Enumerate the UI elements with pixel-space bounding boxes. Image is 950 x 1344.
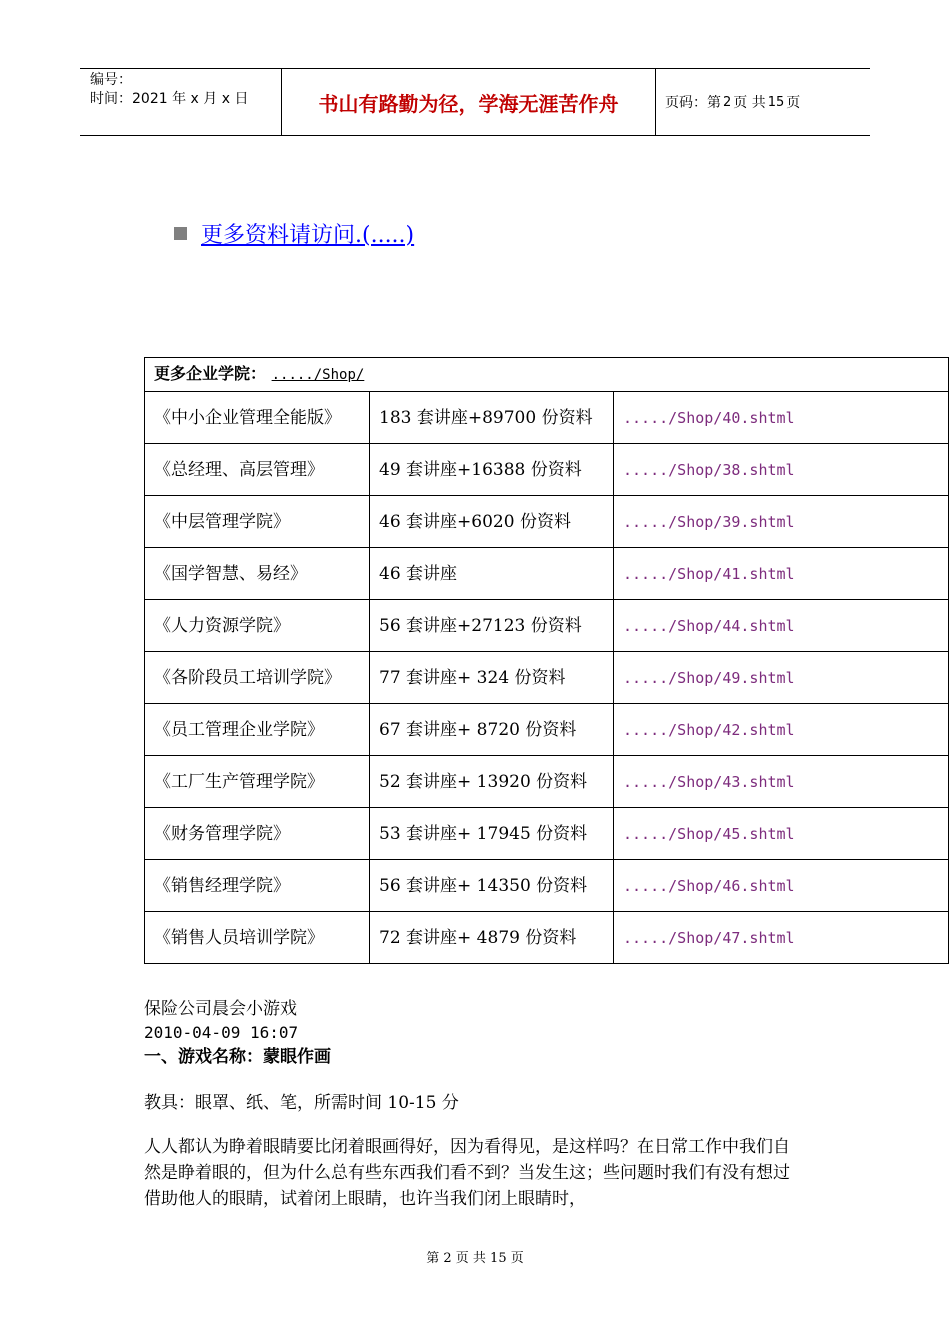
course-url[interactable]: ...../Shop/46.shtml <box>614 860 949 912</box>
course-name: 《人力资源学院》 <box>145 600 370 652</box>
course-url[interactable]: ...../Shop/40.shtml <box>614 392 949 444</box>
table-row <box>145 600 949 652</box>
table-row <box>145 860 949 912</box>
course-name: 《中层管理学院》 <box>145 496 370 548</box>
course-desc: 52 套讲座+ 13920 份资料 <box>370 756 614 808</box>
article-paragraph: 人人都认为睁着眼睛要比闭着眼画得好，因为看得见，是这样吗？在日常工作中我们自然是睁着眼的，但为什么总有些东西我们看不到？当发生这；些问题时我们有没有想过借助他人的眼睛，试着闭上眼睛，也许当我们闭上眼睛时， <box>144 1137 790 1209</box>
course-url[interactable]: ...../Shop/44.shtml <box>614 600 949 652</box>
table-header-label: 更多企业学院： <box>154 364 267 383</box>
course-url[interactable]: ...../Shop/41.shtml <box>614 548 949 600</box>
table-row <box>145 704 949 756</box>
table-row <box>145 808 949 860</box>
page-mid: 页 共 <box>733 95 766 111</box>
course-name: 《工厂生产管理学院》 <box>145 756 370 808</box>
course-desc: 46 套讲座 <box>370 548 614 600</box>
table-header-url[interactable]: ...../Shop/ <box>271 367 365 383</box>
header-motto: 书山有路勤为径，学海无涯苦作舟 <box>281 69 656 135</box>
table-row <box>145 548 949 600</box>
resource-table <box>144 357 949 964</box>
course-name: 《销售经理学院》 <box>145 860 370 912</box>
time-label: 时间：2021 年 x 月 x 日 <box>90 91 249 107</box>
table-row <box>145 756 949 808</box>
table-row <box>145 912 949 964</box>
article-tools: 教具：眼罩、纸、笔，所需时间 10-15 分 <box>144 1093 459 1113</box>
square-bullet-icon <box>174 227 187 240</box>
course-name: 《国学智慧、易经》 <box>145 548 370 600</box>
article-date: 2010-04-09 16:07 <box>144 1023 299 1042</box>
course-name: 《销售人员培训学院》 <box>145 912 370 964</box>
course-url[interactable]: ...../Shop/43.shtml <box>614 756 949 808</box>
page-header <box>80 68 870 136</box>
article-title: 保险公司晨会小游戏 <box>144 999 297 1019</box>
more-link-row <box>174 218 414 249</box>
page-current: 2 <box>723 94 732 110</box>
header-page-info <box>656 69 870 135</box>
page-prefix: 页码：第 <box>665 95 721 111</box>
course-name: 《中小企业管理全能版》 <box>145 392 370 444</box>
course-desc: 77 套讲座+ 324 份资料 <box>370 652 614 704</box>
table-row <box>145 496 949 548</box>
course-url[interactable]: ...../Shop/38.shtml <box>614 444 949 496</box>
course-name: 《各阶段员工培训学院》 <box>145 652 370 704</box>
course-desc: 49 套讲座+16388 份资料 <box>370 444 614 496</box>
more-resources-link[interactable]: 更多资料请访问.(.....) <box>201 223 415 248</box>
course-desc: 72 套讲座+ 4879 份资料 <box>370 912 614 964</box>
table-header-cell <box>145 358 949 392</box>
header-meta <box>80 69 281 135</box>
course-desc: 46 套讲座+6020 份资料 <box>370 496 614 548</box>
table-row <box>145 652 949 704</box>
course-desc: 53 套讲座+ 17945 份资料 <box>370 808 614 860</box>
course-name: 《员工管理企业学院》 <box>145 704 370 756</box>
course-desc: 67 套讲座+ 8720 份资料 <box>370 704 614 756</box>
course-name: 《财务管理学院》 <box>145 808 370 860</box>
course-url[interactable]: ...../Shop/45.shtml <box>614 808 949 860</box>
course-desc: 183 套讲座+89700 份资料 <box>370 392 614 444</box>
number-label: 编号： <box>90 72 132 88</box>
page-total: 15 <box>767 94 785 110</box>
course-url[interactable]: ...../Shop/47.shtml <box>614 912 949 964</box>
page-suffix: 页 <box>786 95 801 111</box>
course-url[interactable]: ...../Shop/49.shtml <box>614 652 949 704</box>
table-row <box>145 444 949 496</box>
page-footer: 第 2 页 共 15 页 <box>426 1251 524 1266</box>
course-name: 《总经理、高层管理》 <box>145 444 370 496</box>
course-url[interactable]: ...../Shop/42.shtml <box>614 704 949 756</box>
table-header-row <box>145 358 949 392</box>
course-desc: 56 套讲座+ 14350 份资料 <box>370 860 614 912</box>
article <box>144 996 804 1212</box>
table-row <box>145 392 949 444</box>
course-desc: 56 套讲座+27123 份资料 <box>370 600 614 652</box>
course-url[interactable]: ...../Shop/39.shtml <box>614 496 949 548</box>
article-heading: 一、游戏名称：蒙眼作画 <box>144 1047 331 1067</box>
